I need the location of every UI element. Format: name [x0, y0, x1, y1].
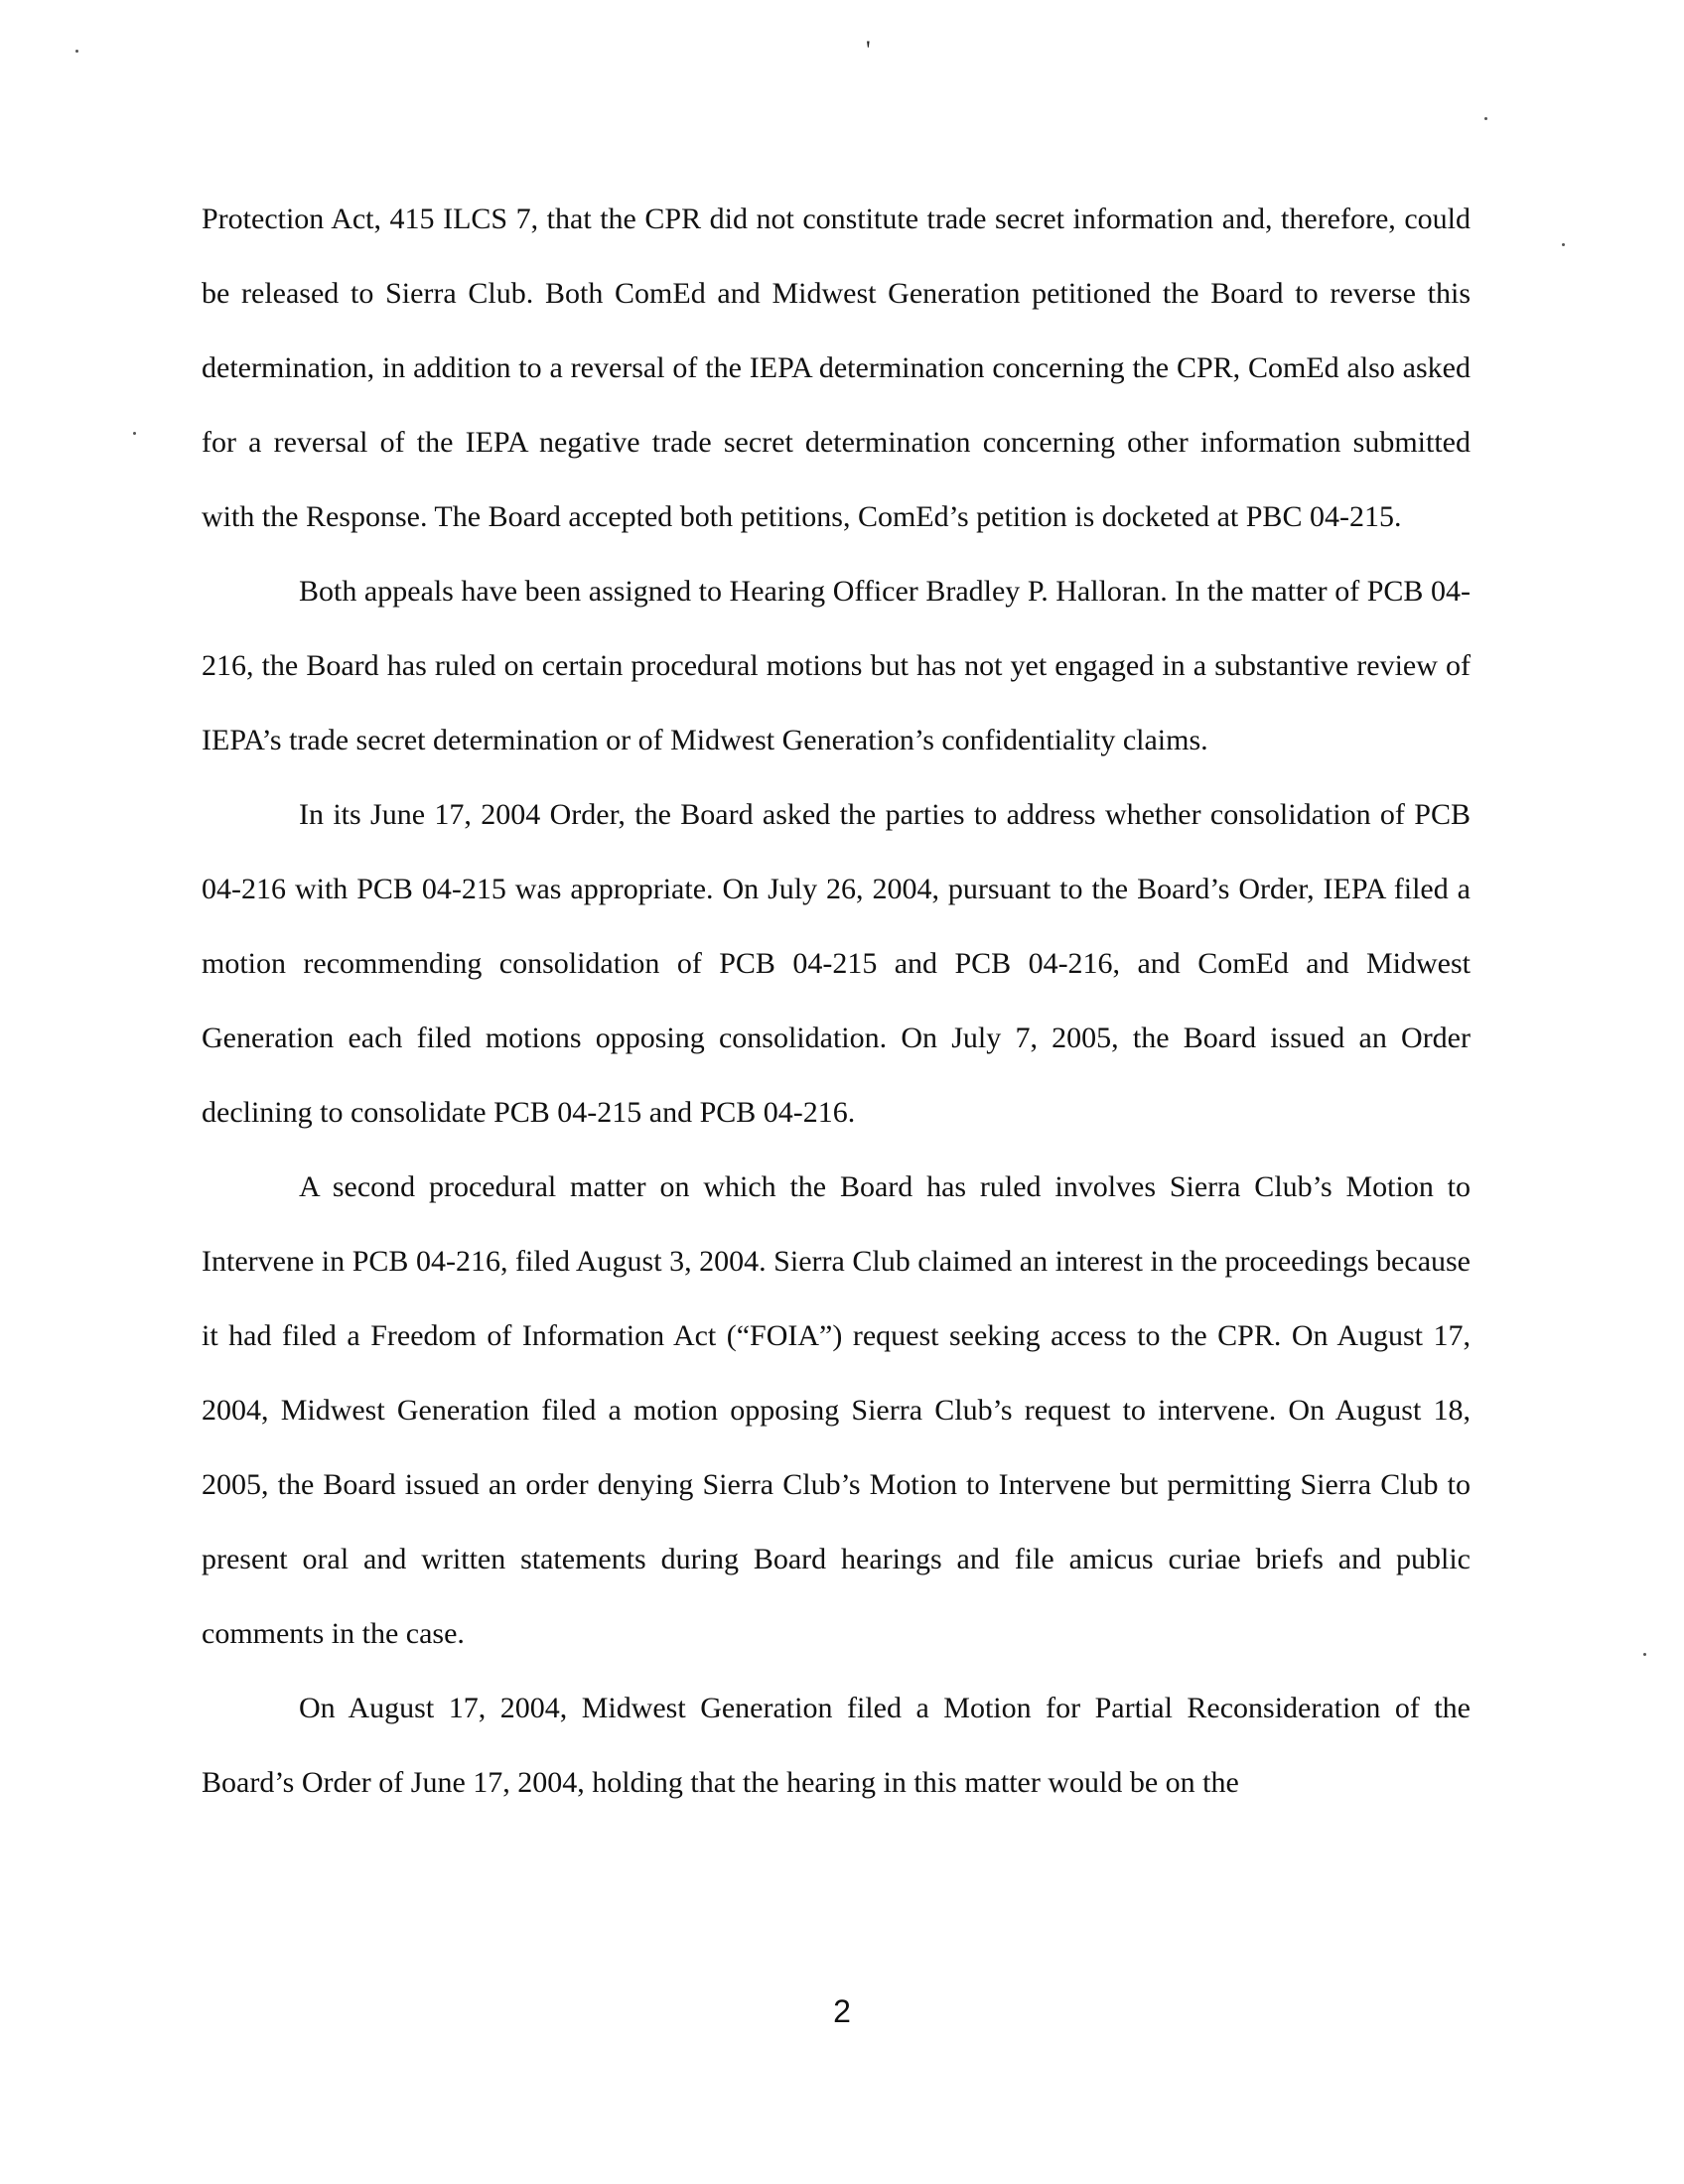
- scan-speck: [75, 50, 78, 53]
- scan-speck: [1643, 1653, 1646, 1656]
- paragraph-3: In its June 17, 2004 Order, the Board asked the parties to address whether consolidation of PCB 04-216 with PCB 04-215 was appropriate. On July 26, 2004, pursuant to the Board’s Order, IEPA filed a motion recommending consolidation of PCB 04-215 and PCB 04-216, and ComEd and Midwest Generation each filed motions opposing consolidation. On July 7, 2005, the Board issued an Order declining to consolidate PCB 04-215 and PCB 04-216.: [202, 798, 1471, 1129]
- paragraph-5: On August 17, 2004, Midwest Generation filed a Motion for Partial Reconsideration of the Board’s Order of June 17, 2004, holding that the hearing in this matter would be on the: [202, 1692, 1471, 1799]
- scan-speck: [133, 432, 136, 435]
- paragraph-2: Both appeals have been assigned to Hearing Officer Bradley P. Halloran. In the matter of PCB 04-216, the Board has ruled on certain procedural motions but has not yet engaged in a substantive review of IEPA’s trade secret determination or of Midwest Generation’s confidentiality claims.: [202, 575, 1471, 756]
- scan-speck: [1484, 117, 1487, 120]
- top-mark: ': [866, 36, 871, 65]
- paragraph-4: A second procedural matter on which the Board has ruled involves Sierra Club’s Motion to Intervene in PCB 04-216, filed August 3, 2004. Sierra Club claimed an interest in the proceedings because it had filed a Freedom of Information Act (“FOIA”) request seeking access to the CPR. On August 17, 2004, Midwest Generation filed a motion opposing Sierra Club’s request to intervene. On August 18, 2005, the Board issued an order denying Sierra Club’s Motion to Intervene but permitting Sierra Club to present oral and written statements during Board hearings and file amicus curiae briefs and public comments in the case.: [202, 1170, 1471, 1650]
- scan-speck: [1562, 243, 1565, 246]
- page-number: 2: [833, 1993, 851, 2029]
- body-text: [202, 182, 1471, 1820]
- paragraph-1: Protection Act, 415 ILCS 7, that the CPR did not constitute trade secret information and, therefore, could be released to Sierra Club. Both ComEd and Midwest Generation petitioned the Board to reverse this determination, in addition to a reversal of the IEPA determination concerning the CPR, ComEd also asked for a reversal of the IEPA negative trade secret determination concerning other information submitted with the Response. The Board accepted both petitions, ComEd’s petition is docketed at PBC 04-215.: [202, 203, 1471, 533]
